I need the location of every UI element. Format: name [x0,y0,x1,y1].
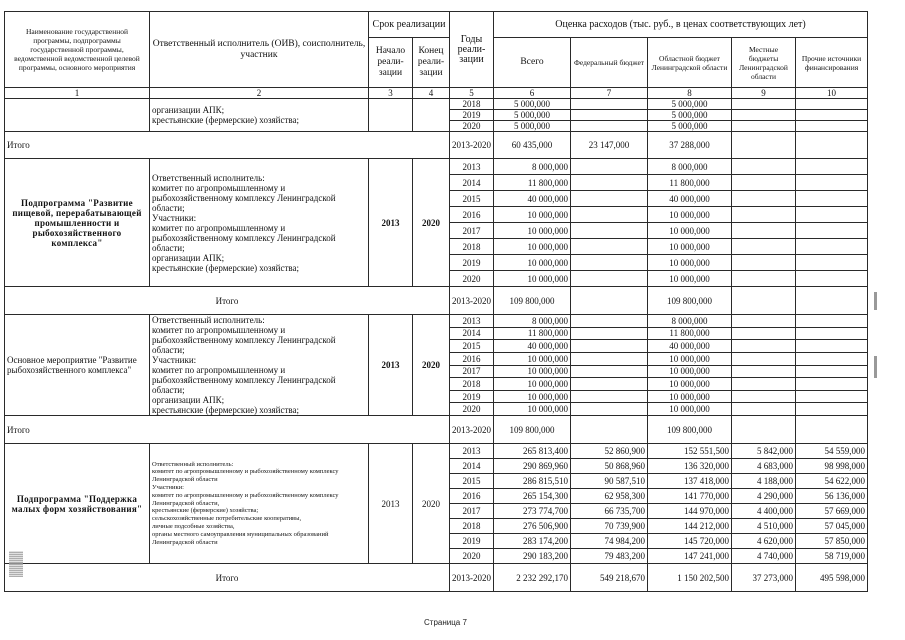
federal-cell [571,239,648,255]
local-cell: 4 510,000 [732,519,796,534]
federal-cell [571,403,648,416]
other-cell [796,315,868,328]
local-cell: 4 683,000 [732,459,796,474]
federal-cell [571,271,648,287]
year-cell: 2019 [450,534,494,549]
oblast-cell: 11 800,000 [648,327,732,340]
oblast-cell: 147 241,000 [648,549,732,564]
total-cell: 10 000,000 [494,352,571,365]
executor-line: крестьянские (фермерские) хозяйства; [152,262,300,273]
executor-line: крестьянские (фермерские) хозяйства; [152,405,300,415]
oblast-cell: 5 000,000 [648,121,732,132]
local-cell [732,175,796,191]
itogo-total: 109 800,000 [494,416,571,444]
other-cell [796,255,868,271]
year-cell: 2018 [450,519,494,534]
executor-line: Участники: [152,212,197,223]
other-cell [796,340,868,353]
itogo-federal [571,287,648,315]
other-cell [796,175,868,191]
year-cell: 2019 [450,110,494,121]
itogo-local [732,132,796,159]
local-cell [732,271,796,287]
federal-cell [571,327,648,340]
federal-cell: 62 958,300 [571,489,648,504]
oblast-cell: 10 000,000 [648,271,732,287]
other-cell: 56 136,000 [796,489,868,504]
name-cell-empty [5,99,150,132]
local-cell [732,327,796,340]
itogo-label: Итого [5,287,450,315]
itogo-other [796,416,868,444]
itogo-local [732,416,796,444]
start-cell-empty [369,99,413,132]
table-row [5,444,868,459]
total-cell: 5 000,000 [494,99,571,110]
executor-cell [150,315,369,416]
executor-line: крестьянские (фермерские) хозяйства; [152,115,300,125]
year-cell: 2018 [450,99,494,110]
oblast-cell: 10 000,000 [648,390,732,403]
executor-cell [150,99,369,132]
start-year: 2013 [369,444,413,564]
oblast-cell: 141 770,000 [648,489,732,504]
total-cell: 10 000,000 [494,223,571,239]
itogo-years: 2013-2020 [450,287,494,315]
col-number: 5 [450,88,494,99]
federal-cell: 74 984,200 [571,534,648,549]
other-cell: 57 669,000 [796,504,868,519]
itogo-label: Итого [5,416,450,444]
executor-line: комитет по агропромышленному и рыбохозяйственному комплексу Ленинградской области [152,468,339,484]
col-number: 7 [571,88,648,99]
federal-cell [571,159,648,175]
header-end: Конец реали-зации [413,38,450,88]
total-cell: 265 813,400 [494,444,571,459]
other-cell [796,365,868,378]
local-cell [732,223,796,239]
local-cell: 5 842,000 [732,444,796,459]
header-local: Местные бюджеты Ленинградской области [732,38,796,88]
oblast-cell: 10 000,000 [648,255,732,271]
executor-line: крестьянские (фермерские) хозяйства; [152,507,259,515]
year-cell: 2017 [450,223,494,239]
itogo-local [732,287,796,315]
local-cell: 4 290,000 [732,489,796,504]
executor-line: Участники: [152,484,184,491]
itogo-other [796,287,868,315]
oblast-cell: 10 000,000 [648,239,732,255]
total-cell: 11 800,000 [494,327,571,340]
oblast-cell: 40 000,000 [648,191,732,207]
itogo-total: 2 232 292,170 [494,564,571,592]
year-cell: 2015 [450,474,494,489]
subprogram-title: Подпрограмма "Развитие пищевой, перерабатывающей промышленности и рыбохозяйственного комплекса" [5,159,150,287]
col-number: 3 [369,88,413,99]
federal-cell [571,121,648,132]
total-cell: 273 774,700 [494,504,571,519]
header-years: Годы реали-зации [450,12,494,88]
local-cell [732,365,796,378]
oblast-cell: 5 000,000 [648,110,732,121]
local-cell [732,110,796,121]
header-col-name: Наименование государственной программы, подпрограммы государственной программы, ведомственной ведомственной целевой программы, основного мероприятия [5,12,150,88]
local-cell [732,239,796,255]
end-cell-empty [413,99,450,132]
local-cell [732,207,796,223]
itogo-total: 60 435,000 [494,132,571,159]
year-cell: 2016 [450,489,494,504]
year-cell: 2017 [450,504,494,519]
total-cell: 10 000,000 [494,378,571,391]
executor-line: органы местного самоуправления муниципальных образований Ленинградской области [152,530,329,546]
subprogram-title: Подпрограмма "Поддержка малых форм хозяйствования" [5,444,150,564]
total-cell: 8 000,000 [494,159,571,175]
year-cell: 2015 [450,340,494,353]
other-cell [796,110,868,121]
header-srok: Срок реализации [369,12,450,38]
col-number: 6 [494,88,571,99]
total-cell: 5 000,000 [494,110,571,121]
year-cell: 2019 [450,255,494,271]
federal-cell [571,99,648,110]
federal-cell: 66 735,700 [571,504,648,519]
executor-cell [150,159,369,287]
other-cell [796,327,868,340]
itogo-federal [571,416,648,444]
local-cell: 4 400,000 [732,504,796,519]
total-cell: 8 000,000 [494,315,571,328]
other-cell [796,159,868,175]
other-cell [796,271,868,287]
oblast-cell: 10 000,000 [648,223,732,239]
executor-line: комитет по агропромышленному и рыбохозяйственному комплексу Ленинградской области; [152,365,336,395]
itogo-row [5,132,868,159]
local-cell: 4 188,000 [732,474,796,489]
scan-edge-mark [874,292,877,310]
block-subprogram-small-farms [5,444,868,592]
other-cell [796,403,868,416]
year-cell: 2020 [450,403,494,416]
oblast-cell: 10 000,000 [648,403,732,416]
year-cell: 2014 [450,327,494,340]
end-year: 2020 [413,315,450,416]
end-year: 2020 [413,444,450,564]
year-cell: 2019 [450,390,494,403]
table-row [5,315,868,328]
federal-cell [571,352,648,365]
other-cell [796,239,868,255]
other-cell: 98 998,000 [796,459,868,474]
total-cell: 40 000,000 [494,191,571,207]
main-activity-title: Основное мероприятие "Развитие рыбохозяйственного комплекса" [5,315,150,416]
total-cell: 40 000,000 [494,340,571,353]
oblast-cell: 136 320,000 [648,459,732,474]
federal-cell [571,207,648,223]
total-cell: 10 000,000 [494,365,571,378]
other-cell: 57 045,000 [796,519,868,534]
other-cell: 57 850,000 [796,534,868,549]
block-subprogram-food [5,159,868,315]
col-number: 1 [5,88,150,99]
federal-cell [571,175,648,191]
oblast-cell: 10 000,000 [648,378,732,391]
total-cell: 276 506,900 [494,519,571,534]
year-cell: 2016 [450,207,494,223]
year-cell: 2020 [450,121,494,132]
itogo-other [796,132,868,159]
executor-line: Ответственный исполнитель: [152,315,265,325]
page-number: Страница 7 [424,618,467,627]
year-cell: 2014 [450,459,494,474]
header-ocenka: Оценка расходов (тыс. руб., в ценах соответствующих лет) [494,12,868,38]
local-cell [732,121,796,132]
itogo-oblast: 1 150 202,500 [648,564,732,592]
year-cell: 2020 [450,549,494,564]
local-cell: 4 620,000 [732,534,796,549]
other-cell [796,207,868,223]
local-cell [732,403,796,416]
executor-line: Ответственный исполнитель: [152,172,265,183]
local-cell [732,315,796,328]
federal-cell [571,223,648,239]
other-cell [796,390,868,403]
year-cell: 2013 [450,444,494,459]
executor-line: организации АПК; [152,395,225,405]
executor-line: комитет по агропромышленному и рыбохозяйственному комплексу Ленинградской области; [152,222,336,253]
itogo-oblast: 109 800,000 [648,287,732,315]
executor-line: комитет по агропромышленному и рыбохозяйственному комплексу Ленинградской области; [152,182,336,213]
table-row [5,99,868,110]
header-other: Прочие источники финансирования [796,38,868,88]
total-cell: 11 800,000 [494,175,571,191]
other-cell [796,191,868,207]
oblast-cell: 145 720,000 [648,534,732,549]
local-cell [732,99,796,110]
oblast-cell: 10 000,000 [648,352,732,365]
executor-cell [150,444,369,564]
year-cell: 2016 [450,352,494,365]
oblast-cell: 10 000,000 [648,207,732,223]
executor-line: комитет по агропромышленному и рыбохозяйственному комплексу Ленинградской области; [152,325,336,355]
col-number: 10 [796,88,868,99]
federal-cell [571,255,648,271]
itogo-federal: 23 147,000 [571,132,648,159]
header-federal: Федеральный бюджет [571,38,648,88]
oblast-cell: 144 212,000 [648,519,732,534]
start-year: 2013 [369,159,413,287]
oblast-cell: 5 000,000 [648,99,732,110]
federal-cell [571,365,648,378]
itogo-years: 2013-2020 [450,564,494,592]
federal-cell [571,390,648,403]
oblast-cell: 8 000,000 [648,159,732,175]
total-cell: 265 154,300 [494,489,571,504]
federal-cell: 90 587,510 [571,474,648,489]
other-cell [796,99,868,110]
total-cell: 10 000,000 [494,403,571,416]
year-cell: 2014 [450,175,494,191]
start-year: 2013 [369,315,413,416]
other-cell [796,378,868,391]
total-cell: 10 000,000 [494,390,571,403]
total-cell: 283 174,200 [494,534,571,549]
year-cell: 2013 [450,315,494,328]
year-cell: 2018 [450,378,494,391]
executor-line: Участники: [152,355,197,365]
total-cell: 10 000,000 [494,271,571,287]
oblast-cell: 11 800,000 [648,175,732,191]
executor-line: организации АПК; [152,105,225,115]
header-start: Начало реали-зации [369,38,413,88]
year-cell: 2015 [450,191,494,207]
other-cell: 54 622,000 [796,474,868,489]
itogo-row [5,564,868,592]
local-cell [732,255,796,271]
itogo-local: 37 273,000 [732,564,796,592]
itogo-label: Итого [5,564,450,592]
col-number: 2 [150,88,369,99]
itogo-years: 2013-2020 [450,132,494,159]
total-cell: 10 000,000 [494,207,571,223]
itogo-other: 495 598,000 [796,564,868,592]
total-cell: 290 869,960 [494,459,571,474]
table-row [5,159,868,175]
col-number: 4 [413,88,450,99]
federal-cell: 50 868,960 [571,459,648,474]
other-cell [796,352,868,365]
other-cell [796,223,868,239]
header-col-executor: Ответственный исполнитель (ОИВ), соисполнитель, участник [150,12,369,88]
federal-cell [571,110,648,121]
block-main-activity-fishery [5,315,868,444]
itogo-oblast: 109 800,000 [648,416,732,444]
itogo-oblast: 37 288,000 [648,132,732,159]
col-number: 8 [648,88,732,99]
itogo-federal: 549 218,670 [571,564,648,592]
scan-artifact [9,551,23,577]
executor-line: комитет по агропромышленному и рыбохозяйственному комплексу Ленинградской области, [152,491,339,507]
scan-edge-mark [874,356,877,378]
local-cell [732,352,796,365]
col-number: 9 [732,88,796,99]
oblast-cell: 137 418,000 [648,474,732,489]
itogo-label: Итого [5,132,450,159]
oblast-cell: 152 551,500 [648,444,732,459]
year-cell: 2013 [450,159,494,175]
year-cell: 2017 [450,365,494,378]
header-oblast: Областной бюджет Ленинградской области [648,38,732,88]
other-cell: 54 559,000 [796,444,868,459]
end-year: 2020 [413,159,450,287]
budget-table [4,11,868,592]
itogo-row [5,416,868,444]
local-cell [732,191,796,207]
year-cell: 2020 [450,271,494,287]
other-cell: 58 719,000 [796,549,868,564]
itogo-total: 109 800,000 [494,287,571,315]
local-cell [732,390,796,403]
oblast-cell: 8 000,000 [648,315,732,328]
total-cell: 10 000,000 [494,255,571,271]
oblast-cell: 40 000,000 [648,340,732,353]
oblast-cell: 144 970,000 [648,504,732,519]
executor-line: организации АПК; [152,252,225,263]
table-header [5,12,868,99]
total-cell: 10 000,000 [494,239,571,255]
federal-cell: 52 860,900 [571,444,648,459]
block-continuation [5,99,868,159]
federal-cell [571,340,648,353]
header-number-row [5,88,868,99]
other-cell [796,121,868,132]
executor-line: сельскохозяйственные потребительские кооперативы, [152,515,302,523]
federal-cell [571,315,648,328]
header-total: Всего [494,38,571,88]
federal-cell [571,378,648,391]
local-cell [732,159,796,175]
local-cell [732,340,796,353]
total-cell: 290 183,200 [494,549,571,564]
local-cell [732,378,796,391]
itogo-row [5,287,868,315]
executor-line: личные подсобные хозяйства, [152,522,235,530]
year-cell: 2018 [450,239,494,255]
federal-cell [571,191,648,207]
total-cell: 286 815,510 [494,474,571,489]
local-cell: 4 740,000 [732,549,796,564]
total-cell: 5 000,000 [494,121,571,132]
federal-cell: 79 483,200 [571,549,648,564]
oblast-cell: 10 000,000 [648,365,732,378]
federal-cell: 70 739,900 [571,519,648,534]
itogo-years: 2013-2020 [450,416,494,444]
executor-line: Ответственный исполнитель: [152,460,234,468]
